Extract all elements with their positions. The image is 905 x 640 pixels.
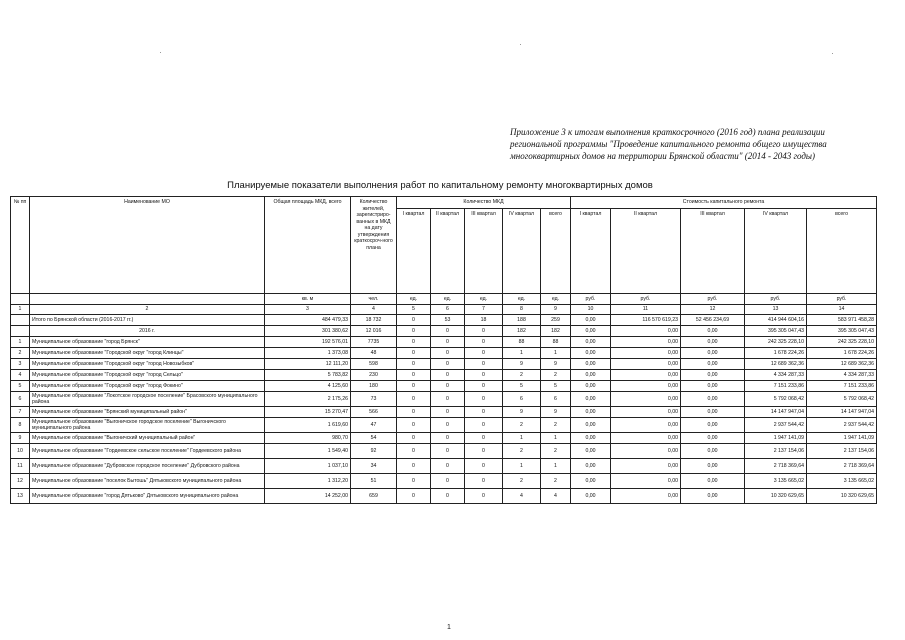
cell-mkd-q1: 0	[397, 418, 431, 433]
cell-mkd-total: 4	[541, 489, 571, 504]
cell-mkd-total: 6	[541, 392, 571, 407]
table-row	[11, 433, 877, 444]
cell-cost-q1: 0,00	[571, 392, 611, 407]
cell-no: 4	[11, 370, 30, 381]
cell-residents: 230	[351, 370, 397, 381]
header-mkd-count: Количество МКД	[397, 197, 571, 209]
cell-residents: 34	[351, 459, 397, 474]
cell-mkd-q3: 0	[465, 348, 503, 359]
cell-residents: 54	[351, 433, 397, 444]
table-row	[11, 489, 877, 504]
table-title: Планируемые показатели выполнения работ по капитальному ремонту многоквартирных домов	[227, 180, 653, 191]
cell-mkd-total: 2	[541, 418, 571, 433]
cell-mkd-q2: 0	[431, 337, 465, 348]
cell-cost-q2: 0,00	[611, 444, 681, 459]
unit-mkd: ед.	[541, 294, 571, 305]
scan-speck	[832, 53, 833, 54]
cell-cost-q2: 0,00	[611, 407, 681, 418]
cell-mkd-total: 259	[541, 315, 571, 326]
cell-mkd-q3: 0	[465, 418, 503, 433]
cell-cost-total: 7 151 233,86	[807, 381, 877, 392]
cell-mkd-q4: 2	[503, 474, 541, 489]
cell-cost-total: 4 334 287,33	[807, 370, 877, 381]
cell-mkd-q3: 0	[465, 381, 503, 392]
cell-cost-q3: 0,00	[681, 418, 745, 433]
cell-cost-q2: 0,00	[611, 326, 681, 337]
cell-name: Муниципальное образование "Гордеевское сельское поселение" Гордеевского района	[30, 444, 265, 459]
cell-cost-q2: 0,00	[611, 433, 681, 444]
cell-cost-q4: 2 937 544,42	[745, 418, 807, 433]
cell-residents: 598	[351, 359, 397, 370]
cell-mkd-q3: 0	[465, 359, 503, 370]
cell-cost-q1: 0,00	[571, 474, 611, 489]
cell-mkd-q1: 0	[397, 489, 431, 504]
cell-cost-q4: 1 947 141,09	[745, 433, 807, 444]
cell-mkd-q4: 6	[503, 392, 541, 407]
cell-mkd-q1: 0	[397, 370, 431, 381]
unit-residents: чел.	[351, 294, 397, 305]
unit-cost: руб.	[611, 294, 681, 305]
cell-mkd-q3: 0	[465, 433, 503, 444]
cell-no: 11	[11, 459, 30, 474]
table-row	[11, 370, 877, 381]
cell-cost-q3: 0,00	[681, 489, 745, 504]
cell-mkd-q4: 9	[503, 359, 541, 370]
cell-residents: 566	[351, 407, 397, 418]
cell-mkd-q2: 53	[431, 315, 465, 326]
cell-mkd-q2: 0	[431, 381, 465, 392]
cell-mkd-q3: 0	[465, 337, 503, 348]
cell-no: 3	[11, 359, 30, 370]
column-number: 14	[807, 305, 877, 315]
cell-mkd-q2: 0	[431, 433, 465, 444]
table-row	[11, 418, 877, 433]
cell-cost-q3: 0,00	[681, 359, 745, 370]
cell-no: 7	[11, 407, 30, 418]
cell-mkd-total: 1	[541, 348, 571, 359]
cell-cost-q1: 0,00	[571, 337, 611, 348]
header-cost-q3: III квартал	[681, 209, 745, 294]
column-number: 3	[265, 305, 351, 315]
cell-cost-q1: 0,00	[571, 489, 611, 504]
cell-cost-q2: 0,00	[611, 337, 681, 348]
cell-cost-q2: 0,00	[611, 489, 681, 504]
cell-cost-total: 2 718 369,64	[807, 459, 877, 474]
cell-name: Муниципальное образование "Брянский муниципальный район"	[30, 407, 265, 418]
capital-repair-table	[10, 196, 877, 504]
column-number: 12	[681, 305, 745, 315]
annex-line-1: Приложение 3 к итогам выполнения краткосрочного (2016 год) плана реализации	[510, 127, 825, 137]
cell-cost-q4: 5 792 068,42	[745, 392, 807, 407]
cell-no: 12	[11, 474, 30, 489]
cell-mkd-q3: 0	[465, 489, 503, 504]
cell-cost-q1: 0,00	[571, 381, 611, 392]
page-number: 1	[447, 624, 451, 631]
scan-speck	[160, 52, 161, 53]
cell-cost-q3: 0,00	[681, 407, 745, 418]
cell-name: Муниципальное образование "Городской округ "город Клинцы"	[30, 348, 265, 359]
cell-no: 6	[11, 392, 30, 407]
cell-no	[11, 326, 30, 337]
cell-no	[11, 315, 30, 326]
cell-name: Муниципальное образование "Локотское городское поселение" Брасовского муниципального района	[30, 392, 265, 407]
table-row	[11, 348, 877, 359]
cell-cost-q3: 52 456 234,69	[681, 315, 745, 326]
cell-mkd-q4: 2	[503, 444, 541, 459]
cell-mkd-q4: 2	[503, 370, 541, 381]
cell-mkd-q3: 0	[465, 474, 503, 489]
cell-mkd-total: 2	[541, 370, 571, 381]
cell-cost-q4: 2 137 154,06	[745, 444, 807, 459]
cell-cost-q4: 414 944 604,16	[745, 315, 807, 326]
cell-mkd-q2: 0	[431, 444, 465, 459]
header-mkd-q2: II квартал	[431, 209, 465, 294]
cell-name: Итого по Брянской области (2016-2017 гг.)	[30, 315, 265, 326]
cell-mkd-q1: 0	[397, 459, 431, 474]
cell-no: 1	[11, 337, 30, 348]
cell-cost-total: 12 689 362,36	[807, 359, 877, 370]
column-number: 7	[465, 305, 503, 315]
cell-cost-q1: 0,00	[571, 326, 611, 337]
table-row	[11, 459, 877, 474]
cell-mkd-q1: 0	[397, 474, 431, 489]
cell-name: 2016 г.	[30, 326, 265, 337]
cell-cost-q3: 0,00	[681, 392, 745, 407]
cell-mkd-total: 9	[541, 407, 571, 418]
table-row	[11, 315, 877, 326]
unit-cost: руб.	[571, 294, 611, 305]
cell-cost-q1: 0,00	[571, 407, 611, 418]
header-area: Общая площадь МКД, всего	[265, 197, 351, 294]
table-row	[11, 444, 877, 459]
cell-mkd-q2: 0	[431, 459, 465, 474]
cell-mkd-q4: 88	[503, 337, 541, 348]
header-no: № пп	[11, 197, 30, 294]
cell-residents: 12 016	[351, 326, 397, 337]
cell-mkd-q3: 0	[465, 370, 503, 381]
cell-name: Муниципальное образование "Выгоничское городское поселение" Выгоничского муниципального района	[30, 418, 265, 433]
cell-area: 12 111,20	[265, 359, 351, 370]
cell-cost-q3: 0,00	[681, 337, 745, 348]
cell-mkd-q2: 0	[431, 370, 465, 381]
cell-residents: 48	[351, 348, 397, 359]
cell-no: 9	[11, 433, 30, 444]
header-mkd-q3: III квартал	[465, 209, 503, 294]
cell-cost-q3: 0,00	[681, 474, 745, 489]
table-header	[11, 197, 877, 315]
cell-cost-q4: 10 320 629,65	[745, 489, 807, 504]
column-number: 13	[745, 305, 807, 315]
cell-area: 484 479,33	[265, 315, 351, 326]
header-cost-q1: I квартал	[571, 209, 611, 294]
cell-cost-q1: 0,00	[571, 348, 611, 359]
cell-name: Муниципальное образование "Дубровское городское поселение" Дубровского района	[30, 459, 265, 474]
cell-mkd-q3: 0	[465, 326, 503, 337]
annex-line-2: региональной программы "Проведение капитального ремонта общего имущества	[510, 139, 827, 149]
table-row	[11, 407, 877, 418]
cell-cost-total: 583 971 458,28	[807, 315, 877, 326]
cell-mkd-q1: 0	[397, 348, 431, 359]
cell-name: Муниципальное образование "Городской округ "город Фокино"	[30, 381, 265, 392]
cell-mkd-q4: 182	[503, 326, 541, 337]
cell-mkd-q3: 18	[465, 315, 503, 326]
cell-mkd-q2: 0	[431, 359, 465, 370]
table-row	[11, 474, 877, 489]
header-mkd-q4: IV квартал	[503, 209, 541, 294]
cell-residents: 73	[351, 392, 397, 407]
unit-area: кв. м	[265, 294, 351, 305]
cell-mkd-total: 9	[541, 359, 571, 370]
cell-mkd-q1: 0	[397, 407, 431, 418]
cell-mkd-q4: 1	[503, 348, 541, 359]
column-number: 2	[30, 305, 265, 315]
table-row	[11, 392, 877, 407]
cell-cost-q3: 0,00	[681, 433, 745, 444]
cell-mkd-q1: 0	[397, 381, 431, 392]
table-body	[11, 315, 877, 504]
cell-name: Муниципальное образование "город Брянск"	[30, 337, 265, 348]
units-row	[11, 294, 877, 305]
header-cost-q2: II квартал	[611, 209, 681, 294]
cell-area: 980,70	[265, 433, 351, 444]
cell-cost-q2: 0,00	[611, 392, 681, 407]
cell-mkd-total: 88	[541, 337, 571, 348]
cell-name: Муниципальное образование "город Дятьково" Дятьковского муниципального района	[30, 489, 265, 504]
cell-mkd-q4: 4	[503, 489, 541, 504]
table-row	[11, 337, 877, 348]
cell-no: 8	[11, 418, 30, 433]
cell-name: Муниципальное образование "Городской округ "город Сельцо"	[30, 370, 265, 381]
cell-cost-q1: 0,00	[571, 444, 611, 459]
cell-mkd-q1: 0	[397, 392, 431, 407]
cell-mkd-total: 2	[541, 474, 571, 489]
header-mkd-q1: I квартал	[397, 209, 431, 294]
cell-mkd-q3: 0	[465, 392, 503, 407]
cell-area: 1 373,08	[265, 348, 351, 359]
cell-mkd-q1: 0	[397, 444, 431, 459]
cell-area: 5 783,82	[265, 370, 351, 381]
cell-mkd-q4: 2	[503, 418, 541, 433]
cell-mkd-q3: 0	[465, 444, 503, 459]
cell-mkd-q2: 0	[431, 407, 465, 418]
cell-cost-q1: 0,00	[571, 418, 611, 433]
table-row	[11, 326, 877, 337]
unit-mkd: ед.	[503, 294, 541, 305]
column-number: 8	[503, 305, 541, 315]
cell-mkd-q2: 0	[431, 489, 465, 504]
cell-mkd-q4: 1	[503, 459, 541, 474]
header-cost-q4: IV квартал	[745, 209, 807, 294]
cell-cost-total: 3 135 665,02	[807, 474, 877, 489]
cell-no: 10	[11, 444, 30, 459]
table-row	[11, 381, 877, 392]
cell-mkd-q1: 0	[397, 359, 431, 370]
cell-mkd-q2: 0	[431, 418, 465, 433]
cell-residents: 47	[351, 418, 397, 433]
cell-mkd-q4: 188	[503, 315, 541, 326]
cell-mkd-q3: 0	[465, 407, 503, 418]
cell-name: Муниципальное образование "поселок Бытошь" Дятьковского муниципального района	[30, 474, 265, 489]
scan-speck	[520, 44, 521, 45]
header-mkd-total: всего	[541, 209, 571, 294]
cell-no: 5	[11, 381, 30, 392]
cell-cost-q2: 0,00	[611, 474, 681, 489]
cell-area: 1 312,20	[265, 474, 351, 489]
cell-mkd-q4: 1	[503, 433, 541, 444]
cell-cost-q2: 0,00	[611, 381, 681, 392]
cell-area: 301 380,62	[265, 326, 351, 337]
cell-cost-q3: 0,00	[681, 348, 745, 359]
unit-mkd: ед.	[465, 294, 503, 305]
cell-residents: 180	[351, 381, 397, 392]
cell-area: 192 576,01	[265, 337, 351, 348]
column-numbers-row	[11, 305, 877, 315]
header-cost-total: всего	[807, 209, 877, 294]
cell-cost-q4: 14 147 947,04	[745, 407, 807, 418]
cell-cost-q3: 0,00	[681, 459, 745, 474]
column-number: 1	[11, 305, 30, 315]
header-name: Наименование МО	[30, 197, 265, 294]
cell-name: Муниципальное образование "Выгоничский муниципальный район"	[30, 433, 265, 444]
header-cost: Стоимость капитального ремонта	[571, 197, 877, 209]
unit-cost: руб.	[745, 294, 807, 305]
cell-area: 1 549,40	[265, 444, 351, 459]
cell-mkd-q1: 0	[397, 337, 431, 348]
cell-cost-q1: 0,00	[571, 370, 611, 381]
annex-caption	[510, 126, 870, 162]
cell-cost-q2: 0,00	[611, 348, 681, 359]
table-row	[11, 359, 877, 370]
unit-cell	[11, 294, 30, 305]
cell-area: 1 619,60	[265, 418, 351, 433]
cell-cost-q2: 0,00	[611, 459, 681, 474]
cell-mkd-q2: 0	[431, 392, 465, 407]
column-number: 11	[611, 305, 681, 315]
cell-cost-q3: 0,00	[681, 381, 745, 392]
cell-area: 15 270,47	[265, 407, 351, 418]
cell-mkd-total: 1	[541, 433, 571, 444]
cell-cost-total: 1 947 141,09	[807, 433, 877, 444]
cell-mkd-q3: 0	[465, 459, 503, 474]
cell-cost-q4: 12 689 362,36	[745, 359, 807, 370]
cell-area: 2 175,26	[265, 392, 351, 407]
cell-mkd-q1: 0	[397, 315, 431, 326]
cell-cost-q4: 4 334 287,33	[745, 370, 807, 381]
cell-cost-q3: 0,00	[681, 326, 745, 337]
cell-mkd-q1: 0	[397, 326, 431, 337]
cell-cost-q2: 0,00	[611, 359, 681, 370]
cell-name: Муниципальное образование "Городской округ "город Новозыбков"	[30, 359, 265, 370]
cell-area: 1 037,10	[265, 459, 351, 474]
cell-residents: 51	[351, 474, 397, 489]
cell-mkd-q2: 0	[431, 348, 465, 359]
cell-cost-q1: 0,00	[571, 359, 611, 370]
cell-cost-total: 2 937 544,42	[807, 418, 877, 433]
cell-cost-total: 395 305 047,43	[807, 326, 877, 337]
cell-mkd-q4: 9	[503, 407, 541, 418]
cell-cost-q4: 2 718 369,64	[745, 459, 807, 474]
cell-cost-total: 242 325 228,10	[807, 337, 877, 348]
unit-cost: руб.	[807, 294, 877, 305]
cell-cost-q2: 0,00	[611, 370, 681, 381]
cell-residents: 18 732	[351, 315, 397, 326]
cell-cost-total: 10 320 629,65	[807, 489, 877, 504]
cell-cost-total: 2 137 154,06	[807, 444, 877, 459]
cell-mkd-total: 182	[541, 326, 571, 337]
unit-cost: руб.	[681, 294, 745, 305]
cell-cost-q4: 242 325 228,10	[745, 337, 807, 348]
cell-cost-q2: 116 570 619,23	[611, 315, 681, 326]
cell-no: 13	[11, 489, 30, 504]
cell-cost-q2: 0,00	[611, 418, 681, 433]
annex-line-3: многоквартирных домов на территории Брянской области" (2014 - 2043 годы)	[510, 151, 816, 161]
cell-cost-total: 14 147 947,04	[807, 407, 877, 418]
cell-area: 14 252,00	[265, 489, 351, 504]
cell-cost-q4: 395 305 047,43	[745, 326, 807, 337]
cell-area: 4 125,60	[265, 381, 351, 392]
cell-mkd-total: 1	[541, 459, 571, 474]
column-number: 9	[541, 305, 571, 315]
cell-no: 2	[11, 348, 30, 359]
cell-mkd-q2: 0	[431, 474, 465, 489]
cell-cost-q4: 3 135 665,02	[745, 474, 807, 489]
cell-cost-total: 1 678 224,26	[807, 348, 877, 359]
header-residents: Количество жителей, зарегистриро-ванных в МКД на дату утверждения краткосроч-ного плана	[351, 197, 397, 294]
column-number: 6	[431, 305, 465, 315]
unit-mkd: ед.	[431, 294, 465, 305]
unit-cell	[30, 294, 265, 305]
cell-residents: 659	[351, 489, 397, 504]
column-number: 5	[397, 305, 431, 315]
cell-mkd-q4: 5	[503, 381, 541, 392]
cell-cost-total: 5 792 068,42	[807, 392, 877, 407]
cell-cost-q4: 7 151 233,86	[745, 381, 807, 392]
cell-mkd-q1: 0	[397, 433, 431, 444]
cell-cost-q3: 0,00	[681, 444, 745, 459]
cell-residents: 92	[351, 444, 397, 459]
cell-mkd-total: 2	[541, 444, 571, 459]
column-number: 4	[351, 305, 397, 315]
cell-cost-q1: 0,00	[571, 459, 611, 474]
unit-mkd: ед.	[397, 294, 431, 305]
cell-cost-q1: 0,00	[571, 315, 611, 326]
cell-cost-q1: 0,00	[571, 433, 611, 444]
cell-residents: 7735	[351, 337, 397, 348]
cell-cost-q4: 1 678 224,26	[745, 348, 807, 359]
column-number: 10	[571, 305, 611, 315]
cell-cost-q3: 0,00	[681, 370, 745, 381]
cell-mkd-total: 5	[541, 381, 571, 392]
cell-mkd-q2: 0	[431, 326, 465, 337]
